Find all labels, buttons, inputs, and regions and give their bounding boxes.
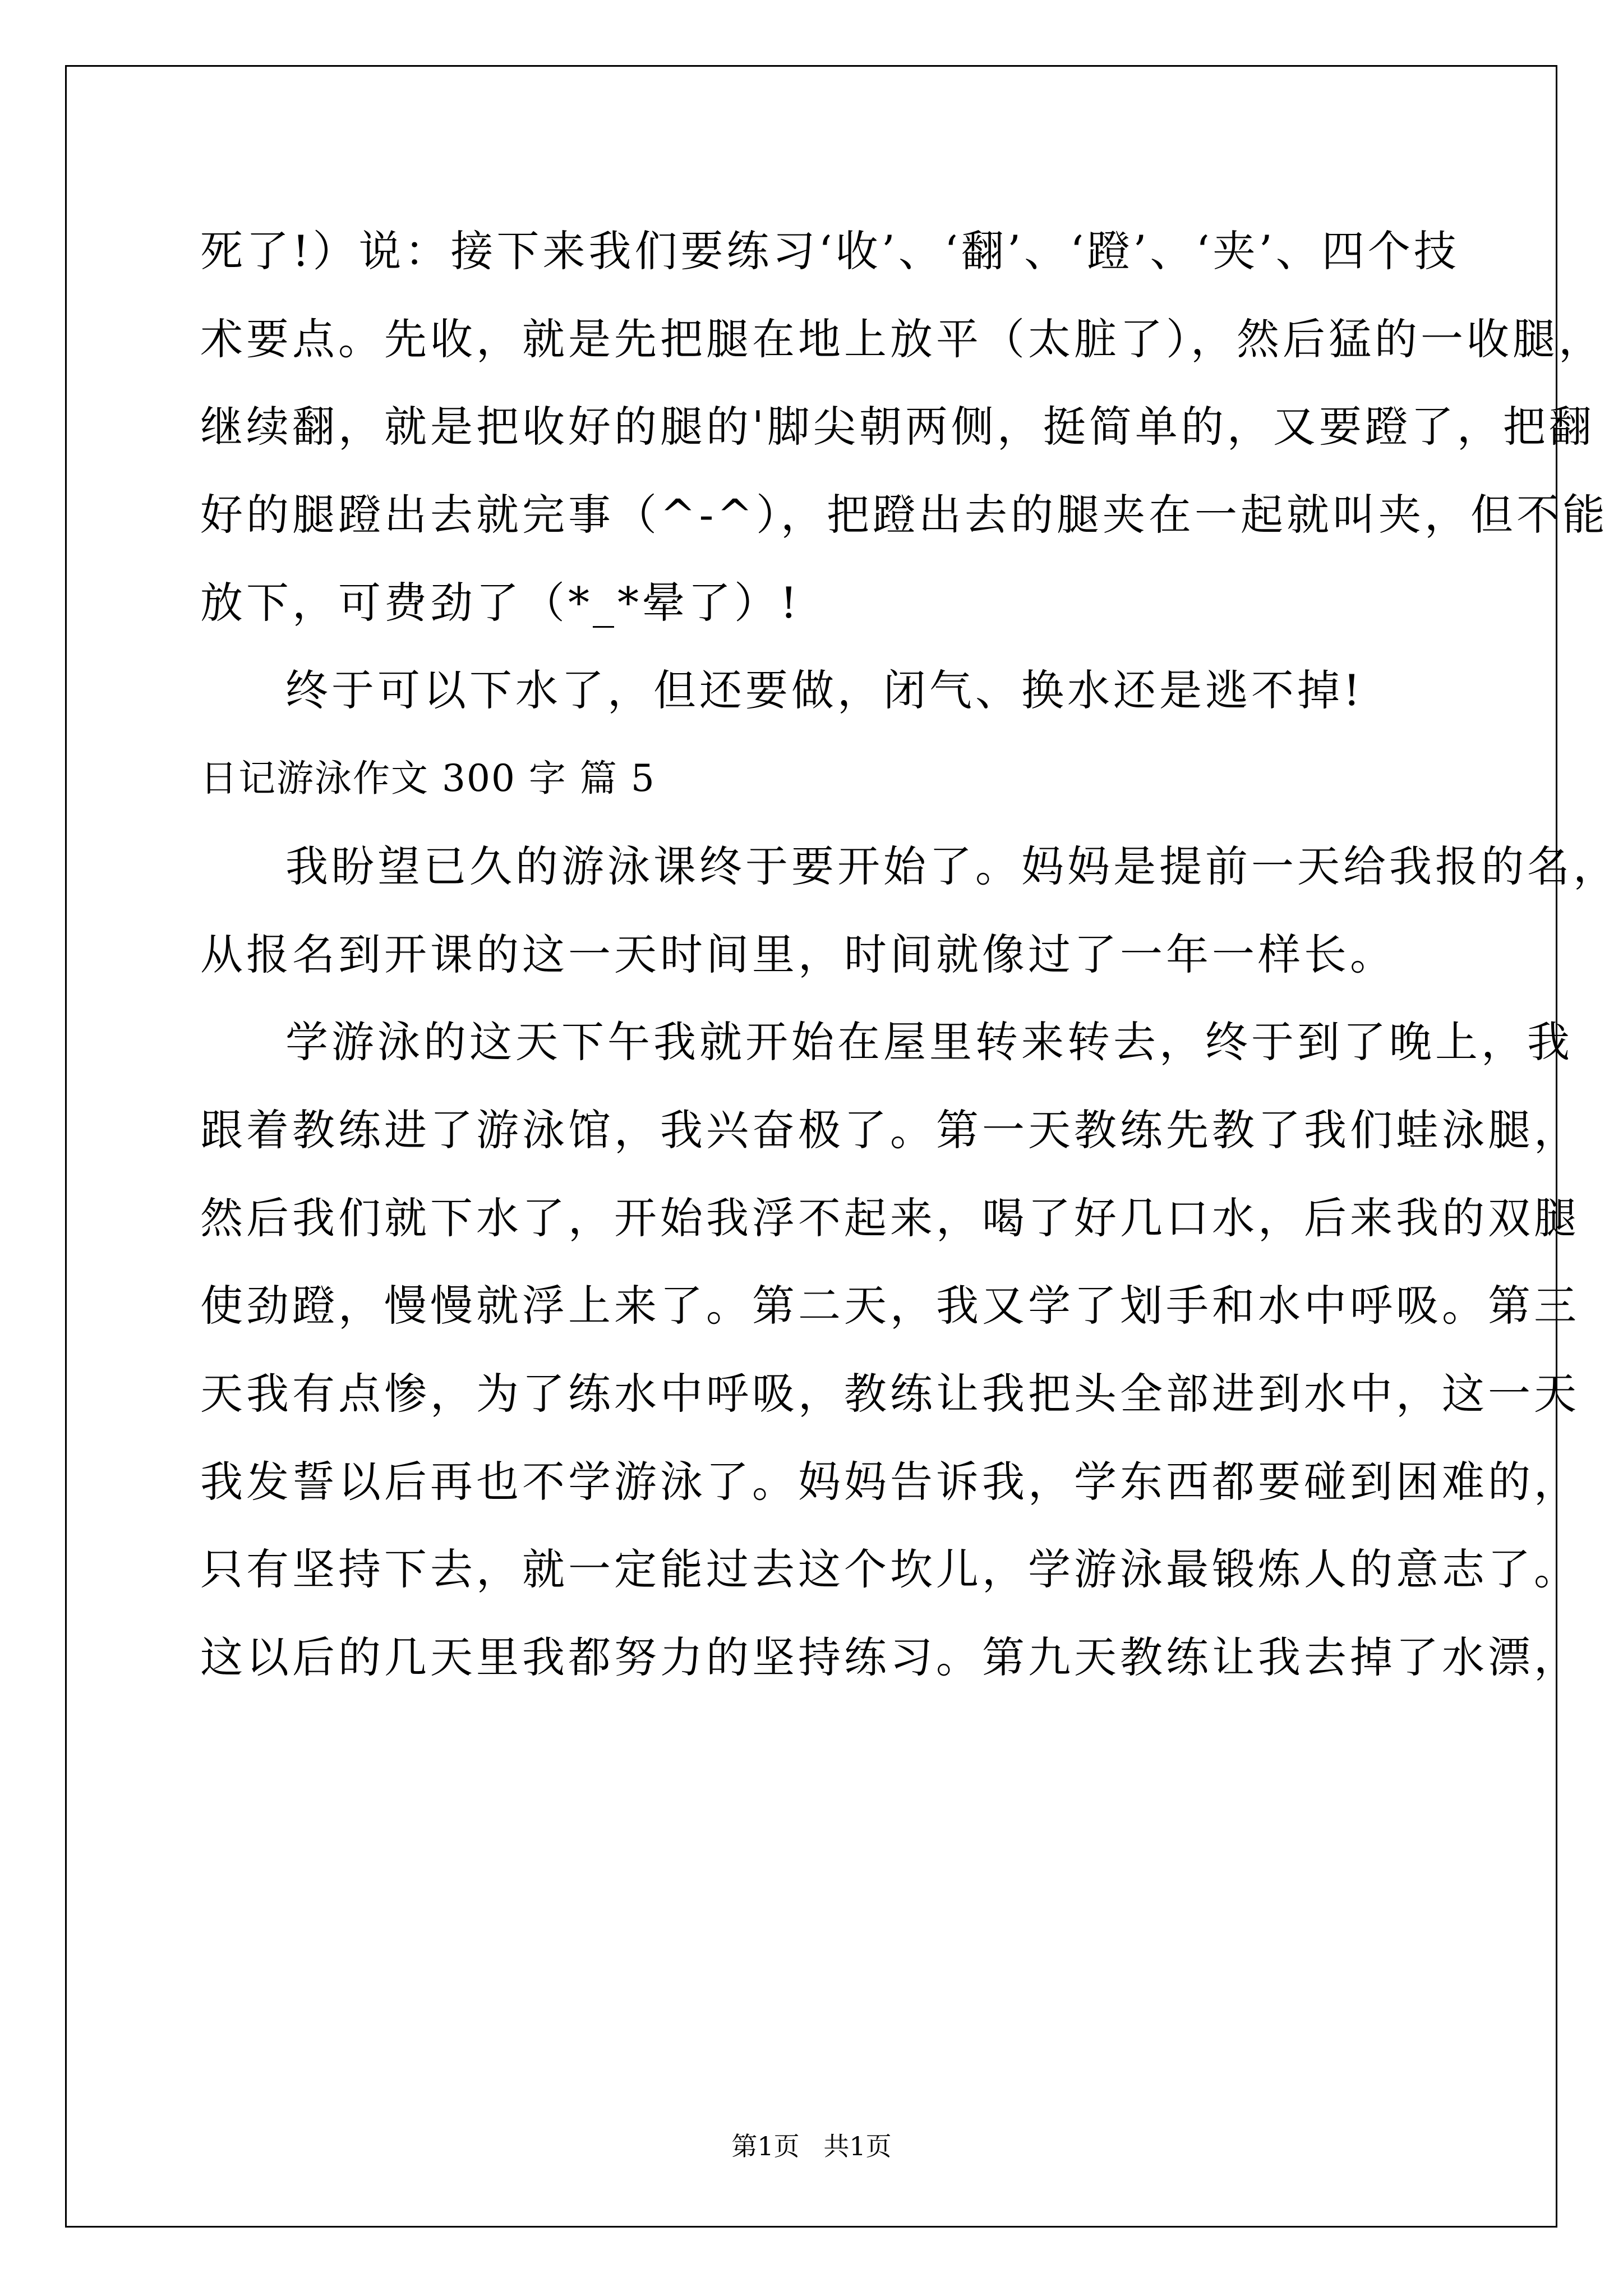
text-line: 我发誓以后再也不学游泳了。妈妈告诉我，学东西都要碰到困难的， bbox=[200, 1456, 1580, 1507]
text-line: 继续翻，就是把收好的腿的'脚尖朝两侧，挺简单的，又要蹬了，把翻 bbox=[200, 402, 1595, 452]
text-line: 这以后的几天里我都努力的坚持练习。第九天教练让我去掉了水漂， bbox=[200, 1632, 1580, 1682]
text-line: 放下，可费劲了（*_*晕了）! bbox=[200, 577, 801, 628]
paragraph-line: 学游泳的这天下午我就开始在屋里转来转去，终于到了晚上，我 bbox=[285, 1017, 1573, 1068]
text-line: 天我有点惨，为了练水中呼吸，教练让我把头全部进到水中，这一天 bbox=[200, 1368, 1580, 1419]
paragraph-line: 我盼望已久的游泳课终于要开始了。妈妈是提前一天给我报的名， bbox=[285, 841, 1619, 891]
text-line: 只有坚持下去，就一定能过去这个坎儿，学游泳最锻炼人的意志了。 bbox=[200, 1544, 1580, 1595]
text-line: 使劲蹬，慢慢就浮上来了。第二天，我又学了划手和水中呼吸。第三 bbox=[200, 1281, 1580, 1331]
document-body bbox=[200, 218, 1619, 1712]
text-line: 术要点。先收，就是先把腿在地上放平（太脏了），然后猛的一收腿， bbox=[200, 314, 1604, 364]
page-total: 共1页 bbox=[823, 2131, 892, 2161]
text-line: 死了!）说：接下来我们要练习‘收’、‘翻’、‘蹬’、‘夹’、四个技 bbox=[200, 226, 1460, 276]
section-heading: 日记游泳作文 300 字 篇 5 bbox=[200, 757, 656, 800]
text-line: 从报名到开课的这一天时间里，时间就像过了一年一样长。 bbox=[200, 929, 1396, 979]
page-footer bbox=[0, 2129, 1623, 2163]
page-number: 第1页 bbox=[731, 2131, 800, 2161]
text-line: 然后我们就下水了，开始我浮不起来，喝了好几口水，后来我的双腿 bbox=[200, 1193, 1580, 1243]
text-line: 好的腿蹬出去就完事（^-^），把蹬出去的腿夹在一起就叫夹，但不能 bbox=[200, 490, 1609, 540]
text-line: 跟着教练进了游泳馆，我兴奋极了。第一天教练先教了我们蛙泳腿， bbox=[200, 1105, 1580, 1155]
paragraph-line: 终于可以下水了，但还要做，闭气、换水还是逃不掉! bbox=[285, 665, 1364, 716]
